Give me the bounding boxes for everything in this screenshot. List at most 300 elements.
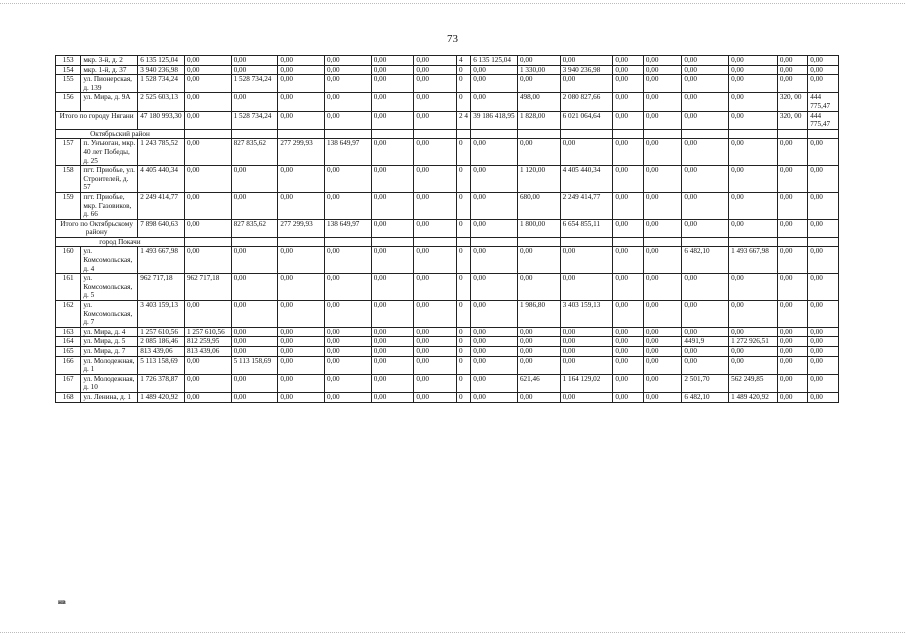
table-cell: 0,00 (613, 111, 643, 129)
table-cell: 0,00 (414, 356, 457, 374)
row-number: 163 (56, 327, 81, 337)
table-cell: 0,00 (643, 327, 682, 337)
table-cell: 0,00 (414, 247, 457, 274)
table-cell: 0,00 (560, 274, 613, 301)
table-cell: 0,00 (643, 392, 682, 402)
table-cell: 0,00 (278, 392, 325, 402)
table-cell: 6 482,10 (682, 392, 729, 402)
table-cell: 0,00 (682, 192, 729, 219)
table-cell: 0,00 (613, 56, 643, 66)
table-cell: 0,00 (371, 337, 414, 347)
table-cell: 320, 00 (777, 93, 807, 111)
table-cell: 0,00 (777, 65, 807, 75)
table-cell: 0,00 (278, 93, 325, 111)
table-cell: 1 120,00 (517, 166, 560, 193)
table-cell: 0,00 (471, 374, 518, 392)
table-cell: 0,00 (777, 356, 807, 374)
table-cell: 0,00 (231, 392, 278, 402)
table-cell: 0,00 (414, 139, 457, 166)
table-cell: 0,00 (777, 139, 807, 166)
table-cell: 0,00 (777, 75, 807, 93)
table-cell: 0 (457, 247, 471, 274)
empty-cell (613, 237, 643, 247)
table-cell: 0,00 (231, 327, 278, 337)
table-cell: 0,00 (371, 93, 414, 111)
table-cell: 0,00 (471, 356, 518, 374)
table-cell: 0,00 (471, 192, 518, 219)
table-cell: 813 439,06 (184, 347, 231, 357)
table-cell: 0,00 (231, 166, 278, 193)
table-cell: 0,00 (184, 247, 231, 274)
table-cell: 0,00 (643, 301, 682, 328)
table-cell: 0,00 (278, 75, 325, 93)
table-cell: 138 649,97 (325, 219, 372, 237)
table-cell: 0,00 (613, 274, 643, 301)
table-cell: 0,00 (278, 274, 325, 301)
table-cell: 0,00 (643, 111, 682, 129)
table-cell: 0,00 (325, 247, 372, 274)
table-cell: 0,00 (808, 65, 839, 75)
table-cell: 5 113 158,69 (231, 356, 278, 374)
table-cell: 0,00 (184, 356, 231, 374)
table-cell: 0,00 (613, 192, 643, 219)
table-cell: 0,00 (613, 337, 643, 347)
table-cell: 1 164 129,02 (560, 374, 613, 392)
table-cell: 0,00 (643, 93, 682, 111)
table-cell: 3 403 159,13 (138, 301, 185, 328)
table-cell: 0,00 (808, 327, 839, 337)
table-cell: 0 (457, 166, 471, 193)
table-cell: 0,00 (184, 392, 231, 402)
table-cell: 6 482,10 (682, 247, 729, 274)
table-cell: 0,00 (471, 139, 518, 166)
address-cell: ул. Ленина, д. 1 (81, 392, 138, 402)
row-number: 158 (56, 166, 81, 193)
table-cell: 1 493 667,98 (138, 247, 185, 274)
table-cell: 0,00 (184, 219, 231, 237)
table-cell: 827 835,62 (231, 139, 278, 166)
table-cell: 0,00 (613, 75, 643, 93)
table-cell: 0,00 (729, 356, 778, 374)
empty-cell (184, 129, 231, 139)
scan-edge-top (0, 3, 905, 5)
table-cell: 0,00 (471, 247, 518, 274)
table-cell: 0,00 (777, 301, 807, 328)
table-cell: 0,00 (613, 219, 643, 237)
address-cell: пгт. Приобье, ул. Строителей, д. 57 (81, 166, 138, 193)
table-row (56, 274, 839, 301)
table-cell: 0,00 (517, 327, 560, 337)
table-cell: 498,00 (517, 93, 560, 111)
table-cell: 0,00 (517, 139, 560, 166)
table-cell: 0,00 (184, 56, 231, 66)
empty-cell (682, 237, 729, 247)
table-cell: 0,00 (808, 274, 839, 301)
table-cell: 0,00 (278, 166, 325, 193)
table-cell: 0,00 (371, 166, 414, 193)
table-cell: 0,00 (613, 347, 643, 357)
table-cell: 0,00 (613, 301, 643, 328)
address-cell: п. Унъюган, мкр. 40 лет Победы, д. 25 (81, 139, 138, 166)
table-cell: 0,00 (613, 374, 643, 392)
table-cell: 0,00 (471, 392, 518, 402)
empty-cell (517, 237, 560, 247)
scan-edge-bottom (0, 632, 905, 634)
table-cell: 0,00 (643, 347, 682, 357)
table-cell: 0,00 (613, 356, 643, 374)
table-cell: 0 (457, 219, 471, 237)
table-cell: 0,00 (682, 93, 729, 111)
table-cell: 0,00 (808, 337, 839, 347)
empty-cell (808, 129, 839, 139)
table-cell: 1 272 926,51 (729, 337, 778, 347)
table-cell: 0,00 (184, 166, 231, 193)
table-cell: 0,00 (325, 65, 372, 75)
table-cell: 6 135 125,04 (471, 56, 518, 66)
empty-cell (808, 237, 839, 247)
table-cell: 0,00 (729, 192, 778, 219)
table-cell: 444 775,47 (808, 111, 839, 129)
table-cell: 680,00 (517, 192, 560, 219)
table-cell: 2 4 (457, 111, 471, 129)
table-cell: 0 (457, 392, 471, 402)
row-number: 156 (56, 93, 81, 111)
table-cell: 0,00 (371, 219, 414, 237)
empty-cell (414, 129, 457, 139)
empty-cell (560, 129, 613, 139)
table-cell: 0,00 (517, 274, 560, 301)
table-cell: 1 528 734,24 (231, 111, 278, 129)
table-cell: 5 113 158,69 (138, 356, 185, 374)
table-cell: 0,00 (231, 93, 278, 111)
table-cell: 0,00 (808, 374, 839, 392)
table-cell: 0 (457, 75, 471, 93)
table-cell: 1 528 734,24 (231, 75, 278, 93)
table-cell: 0,00 (184, 374, 231, 392)
table-cell: 0 (457, 347, 471, 357)
table-cell: 0,00 (414, 75, 457, 93)
table-cell: 0,00 (643, 337, 682, 347)
table-cell: 0,00 (278, 247, 325, 274)
table-row (56, 301, 839, 328)
table-cell: 0,00 (231, 192, 278, 219)
table-cell: 320, 00 (777, 111, 807, 129)
table-row (56, 56, 839, 66)
table-cell: 0,00 (682, 347, 729, 357)
table-cell: 0,00 (729, 93, 778, 111)
table-cell: 0,00 (278, 65, 325, 75)
table-cell: 0,00 (613, 139, 643, 166)
table-cell: 0,00 (643, 56, 682, 66)
table-cell: 962 717,18 (138, 274, 185, 301)
table-cell: 0,00 (471, 65, 518, 75)
table-cell: 0,00 (184, 301, 231, 328)
table-cell: 0,00 (643, 75, 682, 93)
table-cell: 0,00 (777, 56, 807, 66)
row-number: 162 (56, 301, 81, 328)
empty-cell (777, 237, 807, 247)
table-cell: 0,00 (278, 56, 325, 66)
table-cell: 0,00 (325, 93, 372, 111)
table-cell: 0,00 (231, 56, 278, 66)
table-cell: 6 135 125,04 (138, 56, 185, 66)
table-cell: 0,00 (414, 192, 457, 219)
table-cell: 0,00 (613, 93, 643, 111)
table-cell: 0 (457, 327, 471, 337)
empty-cell (278, 129, 325, 139)
table-cell: 2 249 414,77 (138, 192, 185, 219)
table-cell: 0,00 (371, 75, 414, 93)
table-cell: 6 021 064,64 (560, 111, 613, 129)
table-cell: 1 528 734,24 (138, 75, 185, 93)
table-cell: 444 775,47 (808, 93, 839, 111)
table-cell: 0,00 (371, 247, 414, 274)
table-cell: 7 898 640,63 (138, 219, 185, 237)
table-cell: 0,00 (808, 139, 839, 166)
table-cell: 4 (457, 56, 471, 66)
table-cell: 0,00 (643, 219, 682, 237)
table-cell: 0,00 (414, 166, 457, 193)
table-cell: 0,00 (278, 347, 325, 357)
table-cell: 0 (457, 274, 471, 301)
address-cell: ул. Пионерская, д. 139 (81, 75, 138, 93)
address-cell: ул. Молодежная, д. 1 (81, 356, 138, 374)
table-cell: 0,00 (777, 247, 807, 274)
table-cell: 0,00 (371, 392, 414, 402)
table-cell: 0,00 (184, 111, 231, 129)
table-cell: 0,00 (560, 56, 613, 66)
address-cell: ул. Комсомольская, д. 5 (81, 274, 138, 301)
table-cell: 0,00 (231, 65, 278, 75)
table-cell: 1 493 667,98 (729, 247, 778, 274)
table-cell: 962 717,18 (184, 274, 231, 301)
table-cell: 0,00 (517, 75, 560, 93)
table-cell: 6 654 855,11 (560, 219, 613, 237)
empty-cell (371, 237, 414, 247)
address-cell: ул. Мира, д. 4 (81, 327, 138, 337)
empty-cell (643, 129, 682, 139)
table-cell: 0,00 (471, 75, 518, 93)
table-cell: 0,00 (371, 192, 414, 219)
table-cell: 0,00 (184, 65, 231, 75)
table-body (56, 56, 839, 403)
table-cell: 0,00 (414, 111, 457, 129)
table-cell: 0,00 (184, 93, 231, 111)
table-cell: 0,00 (729, 139, 778, 166)
table-cell: 1 489 420,92 (729, 392, 778, 402)
address-cell: ул. Молодежная, д. 10 (81, 374, 138, 392)
table-cell: 1 800,00 (517, 219, 560, 237)
table-cell: 0,00 (325, 327, 372, 337)
address-cell: мкр. 1-й, д. 37 (81, 65, 138, 75)
address-cell: ул. Мира, д. 9А (81, 93, 138, 111)
table-cell: 0,00 (371, 327, 414, 337)
table-cell: 827 835,62 (231, 219, 278, 237)
table-row (56, 374, 839, 392)
table-cell: 0,00 (414, 219, 457, 237)
table-cell: 0 (457, 139, 471, 166)
table-cell: 0,00 (517, 356, 560, 374)
table-cell: 0,00 (643, 274, 682, 301)
table-cell: 0,00 (231, 337, 278, 347)
table-cell: 47 180 993,30 (138, 111, 185, 129)
table-cell: 4491,9 (682, 337, 729, 347)
empty-cell (471, 237, 518, 247)
table-cell: 813 439,06 (138, 347, 185, 357)
table-cell: 0,00 (560, 347, 613, 357)
table-row (56, 75, 839, 93)
table-cell: 0,00 (682, 274, 729, 301)
register-table (55, 55, 839, 403)
table-cell: 0,00 (414, 347, 457, 357)
table-cell: 621,46 (517, 374, 560, 392)
empty-cell (613, 129, 643, 139)
table-cell: 0,00 (729, 347, 778, 357)
table-cell: 0,00 (471, 166, 518, 193)
table-cell: 0,00 (643, 356, 682, 374)
empty-cell (184, 237, 231, 247)
empty-cell (414, 237, 457, 247)
footer-mark: нв (58, 598, 66, 606)
table-row (56, 93, 839, 111)
empty-cell (517, 129, 560, 139)
table-row (56, 247, 839, 274)
empty-cell (682, 129, 729, 139)
table-cell: 1 257 610,56 (184, 327, 231, 337)
table-cell: 0,00 (777, 347, 807, 357)
table-cell: 0,00 (414, 274, 457, 301)
table-cell: 0,00 (414, 301, 457, 328)
table-cell: 0,00 (808, 166, 839, 193)
table-cell: 0,00 (325, 356, 372, 374)
address-cell: пгт. Приобье, мкр. Газовиков, д. 66 (81, 192, 138, 219)
row-number: 155 (56, 75, 81, 93)
table-cell: 0,00 (325, 75, 372, 93)
empty-cell (371, 129, 414, 139)
empty-cell (777, 129, 807, 139)
table-cell: 0 (457, 356, 471, 374)
table-cell: 0,00 (231, 274, 278, 301)
table-cell: 0,00 (184, 139, 231, 166)
section-row (56, 129, 839, 139)
table-cell: 0,00 (517, 247, 560, 274)
table-row (56, 347, 839, 357)
table-cell: 0,00 (682, 139, 729, 166)
table-cell: 0,00 (729, 274, 778, 301)
table-cell: 0,00 (471, 337, 518, 347)
table-cell: 0,00 (471, 274, 518, 301)
table-cell: 2 085 186,46 (138, 337, 185, 347)
table-cell: 0,00 (777, 392, 807, 402)
table-cell: 0,00 (325, 111, 372, 129)
table-cell: 0,00 (560, 139, 613, 166)
table-cell: 0,00 (560, 392, 613, 402)
table-row (56, 192, 839, 219)
table-cell: 0,00 (371, 347, 414, 357)
table-cell: 0,00 (517, 56, 560, 66)
table-cell: 0,00 (808, 347, 839, 357)
total-label: Итого по городу Нягани (56, 111, 138, 129)
table-cell: 0,00 (808, 301, 839, 328)
table-cell: 0,00 (278, 337, 325, 347)
address-cell: ул. Мира, д. 5 (81, 337, 138, 347)
table-cell: 1 489 420,92 (138, 392, 185, 402)
address-cell: ул. Мира, д. 7 (81, 347, 138, 357)
table-cell: 0,00 (643, 192, 682, 219)
row-number: 153 (56, 56, 81, 66)
address-cell: ул. Комсомольская, д. 7 (81, 301, 138, 328)
table-cell: 0,00 (371, 274, 414, 301)
table-cell: 0,00 (278, 356, 325, 374)
table-cell: 0 (457, 93, 471, 111)
table-cell: 0,00 (371, 356, 414, 374)
table-row (56, 356, 839, 374)
table-cell: 0,00 (278, 192, 325, 219)
table-cell: 0,00 (517, 347, 560, 357)
table-cell: 0,00 (278, 374, 325, 392)
table-cell: 0,00 (777, 327, 807, 337)
table-cell: 0,00 (682, 327, 729, 337)
table-cell: 0,00 (643, 374, 682, 392)
table-cell: 0,00 (278, 111, 325, 129)
table-cell: 0,00 (517, 392, 560, 402)
total-row (56, 219, 839, 237)
table-cell: 0,00 (371, 301, 414, 328)
table-cell: 0,00 (414, 392, 457, 402)
table-cell: 3 940 236,98 (560, 65, 613, 75)
empty-cell (231, 129, 278, 139)
empty-cell (729, 237, 778, 247)
address-cell: мкр. 3-й, д. 2 (81, 56, 138, 66)
table-cell: 0,00 (471, 301, 518, 328)
table-cell: 0,00 (325, 192, 372, 219)
table-cell: 0,00 (414, 374, 457, 392)
table-cell: 0,00 (371, 111, 414, 129)
table-cell: 0,00 (325, 274, 372, 301)
address-cell: ул. Комсомольская, д. 4 (81, 247, 138, 274)
table-cell: 0,00 (777, 274, 807, 301)
table-cell: 812 259,95 (184, 337, 231, 347)
table-cell: 0,00 (371, 374, 414, 392)
empty-cell (471, 129, 518, 139)
table-cell: 0,00 (560, 337, 613, 347)
table-cell: 0,00 (231, 247, 278, 274)
table-cell: 0,00 (777, 337, 807, 347)
table-cell: 0,00 (643, 139, 682, 166)
table-cell: 0,00 (278, 327, 325, 337)
table-cell: 0,00 (560, 327, 613, 337)
page-number: 73 (447, 33, 458, 45)
table-cell: 0,00 (777, 192, 807, 219)
table-cell: 0,00 (682, 219, 729, 237)
table-cell: 0,00 (729, 219, 778, 237)
table-cell: 0,00 (777, 219, 807, 237)
table-cell: 0,00 (184, 75, 231, 93)
table-cell: 1 330,00 (517, 65, 560, 75)
table-cell: 0,00 (560, 247, 613, 274)
table-cell: 0,00 (325, 374, 372, 392)
table-cell: 0,00 (231, 347, 278, 357)
table-cell: 277 299,93 (278, 219, 325, 237)
empty-cell (231, 237, 278, 247)
table-cell: 0,00 (560, 75, 613, 93)
table-row (56, 327, 839, 337)
table-cell: 0,00 (471, 347, 518, 357)
table-cell: 0,00 (371, 65, 414, 75)
table-cell: 1 243 785,52 (138, 139, 185, 166)
table-cell: 0,00 (325, 56, 372, 66)
table-cell: 0,00 (371, 139, 414, 166)
